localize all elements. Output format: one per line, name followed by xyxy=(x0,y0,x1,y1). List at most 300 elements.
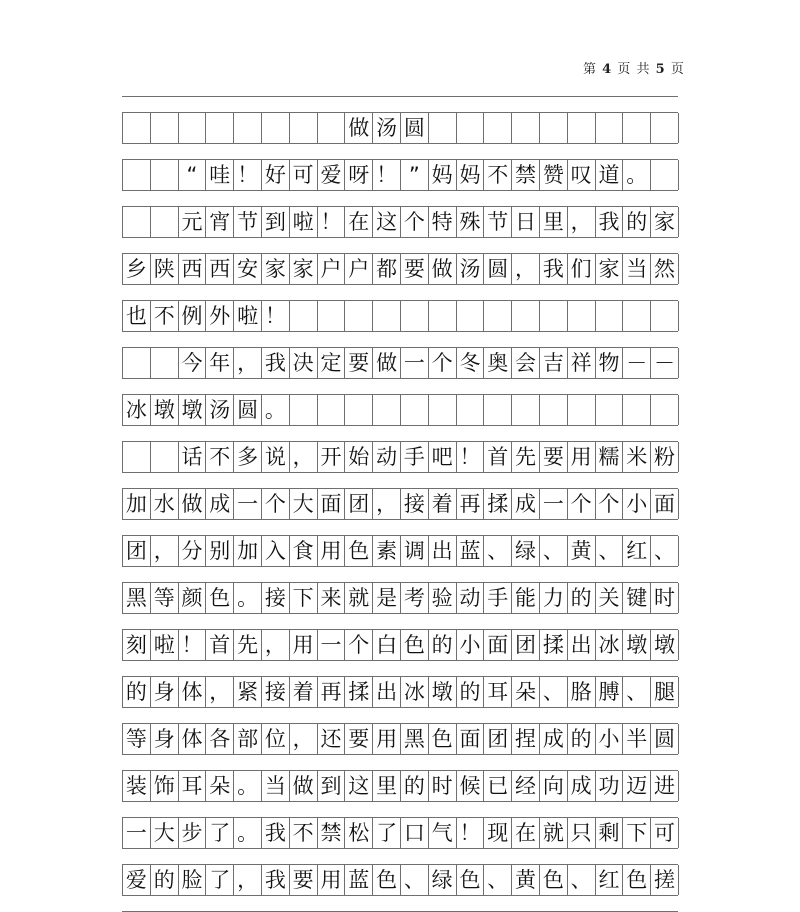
grid-cell xyxy=(262,113,290,143)
grid-cell: 啦 xyxy=(290,207,318,237)
grid-cell: 、 xyxy=(623,677,651,707)
grid-cell: 食 xyxy=(290,536,318,566)
grid-cell: 等 xyxy=(151,583,179,613)
grid-cell: 在 xyxy=(512,818,540,848)
grid-cell: 用 xyxy=(290,630,318,660)
grid-cell xyxy=(318,301,346,331)
grid-cell: 面 xyxy=(651,489,679,519)
page-label-prefix: 第 xyxy=(583,62,598,77)
grid-cell xyxy=(512,113,540,143)
grid-cell: 揉 xyxy=(345,677,373,707)
page-number xyxy=(583,58,685,77)
grid-cell xyxy=(151,160,179,190)
grid-cell: 一 xyxy=(401,348,429,378)
grid-cell xyxy=(234,113,262,143)
grid-spacer-band xyxy=(122,566,678,583)
grid-cell: 乡 xyxy=(123,254,151,284)
essay-line xyxy=(122,818,678,848)
grid-cell: 妈 xyxy=(457,160,485,190)
grid-cell: 我 xyxy=(262,818,290,848)
grid-cell: 成 xyxy=(206,489,234,519)
grid-cell: 里 xyxy=(540,207,568,237)
grid-spacer-band xyxy=(122,331,678,348)
grid-cell: 紧 xyxy=(234,677,262,707)
grid-cell xyxy=(484,113,512,143)
grid-cell xyxy=(123,207,151,237)
grid-cell xyxy=(651,160,679,190)
grid-cell: 颜 xyxy=(179,583,207,613)
page-label-middle: 页 共 xyxy=(617,62,651,77)
grid-cell: 位 xyxy=(262,724,290,754)
grid-cell: 啦 xyxy=(151,630,179,660)
grid-cell: ！ xyxy=(262,301,290,331)
grid-cell: 耳 xyxy=(484,677,512,707)
grid-cell: 饰 xyxy=(151,771,179,801)
grid-cell: 接 xyxy=(401,489,429,519)
grid-cell: 面 xyxy=(484,630,512,660)
grid-cell xyxy=(457,395,485,425)
grid-cell: 身 xyxy=(151,724,179,754)
grid-cell: 身 xyxy=(151,677,179,707)
grid-cell: 会 xyxy=(512,348,540,378)
grid-cell: 红 xyxy=(623,536,651,566)
grid-cell: 、 xyxy=(651,536,679,566)
grid-cell: 要 xyxy=(540,442,568,472)
grid-cell xyxy=(429,301,457,331)
essay-line xyxy=(122,489,678,519)
grid-cell xyxy=(373,395,401,425)
grid-cell xyxy=(151,348,179,378)
grid-cell: 外 xyxy=(206,301,234,331)
essay-line xyxy=(122,536,678,566)
grid-cell xyxy=(484,395,512,425)
grid-cell: 然 xyxy=(651,254,679,284)
grid-cell: 首 xyxy=(206,630,234,660)
grid-cell: 来 xyxy=(318,583,346,613)
grid-cell: 先 xyxy=(234,630,262,660)
grid-cell xyxy=(596,113,624,143)
grid-cell: 墩 xyxy=(623,630,651,660)
grid-cell: 要 xyxy=(290,865,318,895)
grid-cell: ， xyxy=(234,348,262,378)
grid-cell: 动 xyxy=(373,442,401,472)
grid-cell xyxy=(540,395,568,425)
grid-cell xyxy=(512,395,540,425)
grid-cell: 色 xyxy=(401,630,429,660)
grid-cell: 墩 xyxy=(651,630,679,660)
grid-cell: 我 xyxy=(540,254,568,284)
grid-cell: 大 xyxy=(290,489,318,519)
grid-cell xyxy=(429,395,457,425)
grid-cell: 妈 xyxy=(429,160,457,190)
grid-cell: 用 xyxy=(568,442,596,472)
grid-cell: 的 xyxy=(401,771,429,801)
grid-cell: 揉 xyxy=(540,630,568,660)
grid-cell: 胳 xyxy=(568,677,596,707)
grid-cell: 冰 xyxy=(596,630,624,660)
grid-cell: 不 xyxy=(290,818,318,848)
grid-cell: 、 xyxy=(540,536,568,566)
grid-cell: 赞 xyxy=(540,160,568,190)
grid-cell: 里 xyxy=(373,771,401,801)
grid-cell: ， xyxy=(373,489,401,519)
grid-cell: 个 xyxy=(568,489,596,519)
grid-cell: 搓 xyxy=(651,865,679,895)
grid-cell: 等 xyxy=(123,724,151,754)
grid-cell xyxy=(540,301,568,331)
grid-cell: 也 xyxy=(123,301,151,331)
grid-cell: 向 xyxy=(540,771,568,801)
grid-cell: 决 xyxy=(290,348,318,378)
grid-cell: 色 xyxy=(623,865,651,895)
grid-cell: ， xyxy=(568,207,596,237)
grid-cell: 就 xyxy=(345,583,373,613)
current-page-number: 4 xyxy=(602,62,613,77)
grid-cell: 键 xyxy=(623,583,651,613)
grid-cell: 关 xyxy=(596,583,624,613)
essay-line xyxy=(122,630,678,660)
grid-cell: 气 xyxy=(429,818,457,848)
grid-cell: 叹 xyxy=(568,160,596,190)
grid-cell: 这 xyxy=(373,207,401,237)
grid-cell: ， xyxy=(290,442,318,472)
grid-cell: 的 xyxy=(568,724,596,754)
grid-cell: 圆 xyxy=(484,254,512,284)
grid-cell: 日 xyxy=(512,207,540,237)
grid-cell: 黑 xyxy=(123,583,151,613)
grid-cell: 着 xyxy=(429,489,457,519)
grid-cell: 汤 xyxy=(206,395,234,425)
grid-cell: 各 xyxy=(206,724,234,754)
page-label-suffix: 页 xyxy=(670,62,685,77)
grid-cell: 圆 xyxy=(401,113,429,143)
grid-cell: 禁 xyxy=(512,160,540,190)
grid-cell: 能 xyxy=(512,583,540,613)
grid-cell: 接 xyxy=(262,583,290,613)
grid-cell: 例 xyxy=(179,301,207,331)
grid-cell: 、 xyxy=(540,677,568,707)
grid-cell: 别 xyxy=(206,536,234,566)
grid-cell: 团 xyxy=(345,489,373,519)
grid-cell xyxy=(179,113,207,143)
grid-cell: 爱 xyxy=(318,160,346,190)
grid-cell: 黑 xyxy=(401,724,429,754)
grid-cell: 我 xyxy=(596,207,624,237)
essay-line xyxy=(122,583,678,613)
essay-line xyxy=(122,254,678,284)
grid-cell: 步 xyxy=(179,818,207,848)
grid-cell: 膊 xyxy=(596,677,624,707)
grid-cell: 祥 xyxy=(568,348,596,378)
grid-cell: 物 xyxy=(596,348,624,378)
grid-cell: 功 xyxy=(596,771,624,801)
grid-cell: 做 xyxy=(373,348,401,378)
grid-cell: 要 xyxy=(345,348,373,378)
grid-cell: 小 xyxy=(457,630,485,660)
grid-cell: 就 xyxy=(540,818,568,848)
grid-cell xyxy=(123,113,151,143)
grid-cell xyxy=(568,113,596,143)
grid-cell xyxy=(290,301,318,331)
grid-cell: 迈 xyxy=(623,771,651,801)
grid-cell: 可 xyxy=(651,818,679,848)
grid-cell: ， xyxy=(206,677,234,707)
grid-spacer-band xyxy=(122,190,678,207)
grid-cell: 团 xyxy=(512,630,540,660)
grid-cell: 色 xyxy=(540,865,568,895)
grid-cell: 汤 xyxy=(457,254,485,284)
grid-cell xyxy=(151,442,179,472)
grid-cell: 的 xyxy=(123,677,151,707)
grid-cell: 半 xyxy=(623,724,651,754)
grid-cell: 话 xyxy=(179,442,207,472)
grid-cell: 色 xyxy=(206,583,234,613)
grid-cell: 松 xyxy=(345,818,373,848)
grid-cell: 糯 xyxy=(596,442,624,472)
grid-cell: 经 xyxy=(512,771,540,801)
grid-cell: 。 xyxy=(234,583,262,613)
grid-cell: 个 xyxy=(401,207,429,237)
grid-cell xyxy=(123,348,151,378)
grid-cell: 下 xyxy=(623,818,651,848)
grid-cell: 们 xyxy=(568,254,596,284)
grid-cell: 。 xyxy=(623,160,651,190)
grid-cell: 不 xyxy=(484,160,512,190)
grid-cell: 用 xyxy=(373,724,401,754)
grid-cell: 的 xyxy=(151,865,179,895)
grid-cell: 我 xyxy=(262,865,290,895)
grid-cell: 开 xyxy=(318,442,346,472)
grid-cell: 了 xyxy=(373,818,401,848)
grid-cell: 当 xyxy=(623,254,651,284)
grid-cell: ！ xyxy=(234,160,262,190)
grid-cell xyxy=(290,113,318,143)
grid-cell: 用 xyxy=(318,536,346,566)
grid-cell: 动 xyxy=(457,583,485,613)
grid-cell: 个 xyxy=(345,630,373,660)
grid-cell: 候 xyxy=(457,771,485,801)
grid-cell: 朵 xyxy=(512,677,540,707)
grid-cell: 道 xyxy=(596,160,624,190)
grid-cell: 特 xyxy=(429,207,457,237)
grid-cell: 大 xyxy=(151,818,179,848)
grid-cell: 腿 xyxy=(651,677,679,707)
grid-cell xyxy=(123,442,151,472)
grid-cell: 色 xyxy=(373,865,401,895)
essay-line xyxy=(122,301,678,331)
grid-cell: 爱 xyxy=(123,865,151,895)
essay-line xyxy=(122,724,678,754)
grid-cell: 的 xyxy=(568,583,596,613)
grid-cell: 个 xyxy=(262,489,290,519)
grid-cell: － xyxy=(651,348,679,378)
grid-spacer-band xyxy=(122,425,678,442)
grid-cell: 色 xyxy=(429,724,457,754)
grid-cell: 。 xyxy=(262,395,290,425)
grid-cell: 口 xyxy=(401,818,429,848)
grid-cell: 成 xyxy=(540,724,568,754)
grid-cell: 哇 xyxy=(206,160,234,190)
grid-cell: 汤 xyxy=(373,113,401,143)
grid-spacer-band xyxy=(122,378,678,395)
grid-cell: 进 xyxy=(651,771,679,801)
grid-cell: 当 xyxy=(262,771,290,801)
grid-cell: ， xyxy=(234,865,262,895)
essay-line xyxy=(122,348,678,378)
grid-cell xyxy=(596,301,624,331)
grid-spacer-band xyxy=(122,96,678,113)
grid-cell: 色 xyxy=(345,536,373,566)
grid-cell: 入 xyxy=(262,536,290,566)
grid-cell: ， xyxy=(151,536,179,566)
grid-cell: 水 xyxy=(151,489,179,519)
grid-cell: 捏 xyxy=(512,724,540,754)
grid-cell xyxy=(318,113,346,143)
grid-spacer-band xyxy=(122,143,678,160)
grid-cell xyxy=(568,301,596,331)
grid-cell: 接 xyxy=(262,677,290,707)
grid-cell: 年 xyxy=(206,348,234,378)
grid-cell: 揉 xyxy=(484,489,512,519)
grid-cell: 黄 xyxy=(568,536,596,566)
essay-line xyxy=(122,442,678,472)
grid-cell: 要 xyxy=(401,254,429,284)
grid-cell xyxy=(429,113,457,143)
grid-spacer-band xyxy=(122,707,678,724)
grid-cell: ！ xyxy=(373,160,401,190)
grid-cell: 验 xyxy=(429,583,457,613)
grid-cell: 刻 xyxy=(123,630,151,660)
grid-cell: 出 xyxy=(568,630,596,660)
grid-cell: 。 xyxy=(234,818,262,848)
grid-spacer-band xyxy=(122,754,678,771)
grid-cell: 做 xyxy=(429,254,457,284)
grid-cell: ” xyxy=(401,160,429,190)
grid-cell: 做 xyxy=(345,113,373,143)
grid-cell: 墩 xyxy=(151,395,179,425)
grid-cell: 西 xyxy=(206,254,234,284)
grid-cell: 啦 xyxy=(234,301,262,331)
grid-cell: 黄 xyxy=(512,865,540,895)
grid-cell: 要 xyxy=(345,724,373,754)
essay-line xyxy=(122,395,678,425)
grid-cell: 剩 xyxy=(596,818,624,848)
grid-cell xyxy=(623,301,651,331)
grid-cell: 出 xyxy=(429,536,457,566)
grid-cell: 圆 xyxy=(234,395,262,425)
grid-cell xyxy=(623,395,651,425)
grid-cell: 下 xyxy=(290,583,318,613)
grid-cell: 一 xyxy=(540,489,568,519)
grid-cell: 不 xyxy=(151,301,179,331)
grid-cell xyxy=(651,301,679,331)
grid-cell: 着 xyxy=(290,677,318,707)
grid-cell: 先 xyxy=(512,442,540,472)
grid-cell xyxy=(345,395,373,425)
grid-cell xyxy=(484,301,512,331)
grid-cell: 、 xyxy=(596,536,624,566)
grid-cell: 西 xyxy=(179,254,207,284)
grid-cell: 家 xyxy=(262,254,290,284)
grid-cell: 安 xyxy=(234,254,262,284)
grid-spacer-band xyxy=(122,848,678,865)
grid-cell: 奥 xyxy=(484,348,512,378)
grid-spacer-band xyxy=(122,237,678,254)
grid-cell: 手 xyxy=(484,583,512,613)
total-page-count: 5 xyxy=(655,62,666,77)
grid-cell xyxy=(568,395,596,425)
grid-cell: 力 xyxy=(540,583,568,613)
grid-cell xyxy=(512,301,540,331)
grid-cell: 殊 xyxy=(457,207,485,237)
grid-cell: 节 xyxy=(484,207,512,237)
grid-cell xyxy=(151,207,179,237)
grid-cell: 定 xyxy=(318,348,346,378)
grid-cell xyxy=(373,301,401,331)
grid-cell: 宵 xyxy=(206,207,234,237)
grid-cell: 小 xyxy=(623,489,651,519)
grid-cell: 我 xyxy=(262,348,290,378)
grid-cell: 家 xyxy=(651,207,679,237)
grid-cell: 墩 xyxy=(429,677,457,707)
grid-spacer-band xyxy=(122,613,678,630)
grid-cell: 的 xyxy=(623,207,651,237)
grid-cell: 这 xyxy=(345,771,373,801)
grid-cell: 考 xyxy=(401,583,429,613)
grid-cell: 现 xyxy=(484,818,512,848)
essay-line xyxy=(122,865,678,895)
grid-cell: 了 xyxy=(206,865,234,895)
grid-cell: 、 xyxy=(484,536,512,566)
grid-cell: 小 xyxy=(596,724,624,754)
grid-cell: 成 xyxy=(568,771,596,801)
grid-cell xyxy=(651,395,679,425)
grid-cell: ， xyxy=(262,630,290,660)
grid-cell: 圆 xyxy=(651,724,679,754)
grid-cell: 调 xyxy=(401,536,429,566)
grid-cell: 只 xyxy=(568,818,596,848)
essay-line xyxy=(122,771,678,801)
grid-cell: 时 xyxy=(651,583,679,613)
grid-cell: 绿 xyxy=(429,865,457,895)
grid-cell: 一 xyxy=(123,818,151,848)
grid-cell: ！ xyxy=(318,207,346,237)
grid-cell: 做 xyxy=(179,489,207,519)
grid-cell: 个 xyxy=(596,489,624,519)
grid-cell: 体 xyxy=(179,677,207,707)
grid-cell: 蓝 xyxy=(457,536,485,566)
grid-cell: 绿 xyxy=(512,536,540,566)
grid-cell xyxy=(401,395,429,425)
grid-cell: 多 xyxy=(234,442,262,472)
grid-cell: 用 xyxy=(318,865,346,895)
grid-cell: 、 xyxy=(401,865,429,895)
grid-cell: 吧 xyxy=(429,442,457,472)
grid-cell: 吉 xyxy=(540,348,568,378)
grid-cell: － xyxy=(623,348,651,378)
grid-cell: 部 xyxy=(234,724,262,754)
grid-cell: 加 xyxy=(123,489,151,519)
grid-spacer-band xyxy=(122,660,678,677)
grid-cell xyxy=(318,395,346,425)
grid-cell xyxy=(123,160,151,190)
essay-title-row xyxy=(122,113,678,143)
grid-cell: 了 xyxy=(206,818,234,848)
grid-cell: 说 xyxy=(262,442,290,472)
essay-line xyxy=(122,160,678,190)
grid-cell: 出 xyxy=(373,677,401,707)
grid-cell: 在 xyxy=(345,207,373,237)
